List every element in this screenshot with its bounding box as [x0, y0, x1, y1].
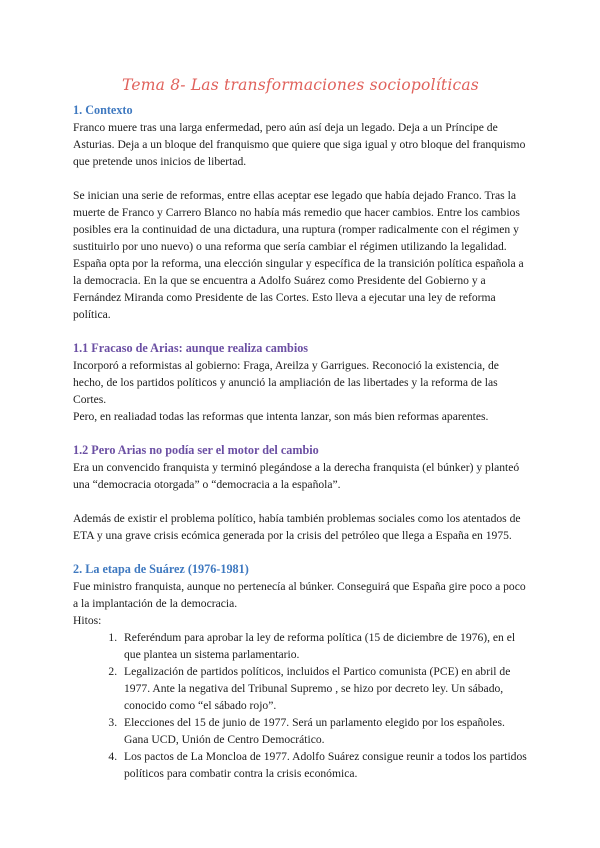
hitos-label: Hitos:	[73, 614, 102, 627]
paragraph: Fue ministro franquista, aunque no pertenecía al búnker. Conseguirá que España gire poco a poco a la implantación de la democracia.	[73, 580, 526, 610]
paragraph: Incorporó a reformistas al gobierno: Fraga, Areilza y Garrigues. Reconoció la existencia, de hecho, de los partidos políticos y anunció la ampliación de las libertades y la reforma de las Cortes.	[73, 359, 499, 406]
list-item: 1. Referéndum para aprobar la ley de reforma política (15 de diciembre de 1976), en el que plantea un sistema parlamentario.	[120, 629, 528, 663]
paragraph: Era un convencido franquista y terminó plegándose a la derecha franquista (el búnker) y planteó una “democracia otorgada” o “democracia a la española”.	[73, 461, 520, 491]
list-item: 3. Elecciones del 15 de junio de 1977. Será un parlamento elegido por los españoles. Gana UCD, Unión de Centro Democrático.	[120, 714, 528, 748]
paragraph: Franco muere tras una larga enfermedad, pero aún así deja un legado. Deja a un Príncipe de Asturias. Deja a un bloque del franquismo que quiere que siga igual y otro bloque del franquismo que pretende unos inicios de libertad.	[73, 121, 526, 168]
section-heading-contexto: 1. Contexto	[73, 103, 133, 117]
paragraph: Se inician una serie de reformas, entre ellas aceptar ese legado que había dejado Franco. Tras la muerte de Franco y Carrero Blanco no había más remedio que hacer cambios. Entre los cambios posibles era la continuidad de una dictadura, una ruptura (romper radicalmente con el régimen y sustituirlo por uno nuevo) o una reforma que sería cambiar el régimen utilizando la legalidad.	[73, 189, 520, 253]
section-heading-fracaso-arias: 1.1 Fracaso de Arias: aunque realiza cambios	[73, 341, 309, 355]
list-item: 2. Legalización de partidos políticos, incluidos el Partico comunista (PCE) en abril de 1977. Ante la negativa del Tribunal Supremo , se hizo por decreto ley. Un sábado, conocido como “el sábado rojo”.	[120, 663, 528, 714]
hitos-list	[73, 629, 528, 782]
document-page	[73, 76, 528, 782]
paragraph: Pero, en realiadad todas las reformas que intenta lanzar, son más bien reformas aparentes.	[73, 410, 489, 423]
paragraph: España opta por la reforma, una elección singular y específica de la transición política española a la democracia. En la que se encuentra a Adolfo Suárez como Presidente del Gobierno y a Fernández Miranda como Presidente de las Cortes. Esto lleva a ejecutar una ley de reforma política.	[73, 257, 524, 321]
list-item: 4. Los pactos de La Moncloa de 1977. Adolfo Suárez consigue reunir a todos los partidos políticos para combatir contra la crisis económica.	[120, 748, 528, 782]
section-heading-etapa-suarez: 2. La etapa de Suárez (1976-1981)	[73, 562, 249, 576]
paragraph: Además de existir el problema político, había también problemas sociales como los atentados de ETA y una grave crisis ecómica generada por la crisis del petróleo que llega a España en 1975.	[73, 512, 521, 542]
section-heading-motor-cambio: 1.2 Pero Arias no podía ser el motor del cambio	[73, 443, 319, 457]
page-title: Tema 8- Las transformaciones sociopolíticas	[122, 76, 479, 94]
